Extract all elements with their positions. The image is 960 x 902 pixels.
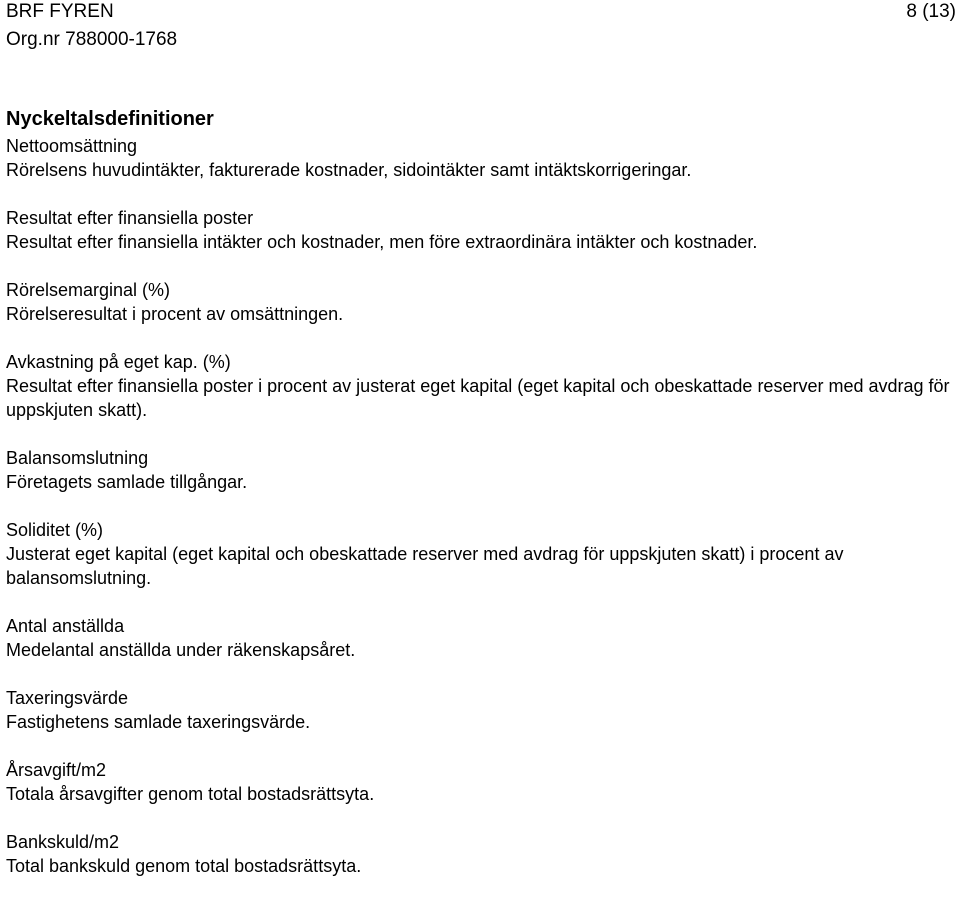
- page-header: [6, 0, 956, 56]
- definition-nettoomsattning: [6, 134, 958, 182]
- definition-avkastning-pa-eget-kapital: [6, 350, 958, 422]
- definition-description: Rörelsens huvudintäkter, fakturerade kostnader, sidointäkter samt intäktskorrigeringar.: [6, 160, 692, 180]
- definition-description: Justerat eget kapital (eget kapital och obeskattade reserver med avdrag för uppskjuten skatt) i procent av balansomslutning.: [6, 544, 844, 588]
- definition-soliditet: [6, 518, 958, 590]
- definition-term: Taxeringsvärde: [6, 688, 129, 708]
- definition-term: Rörelsemarginal (%): [6, 280, 171, 300]
- definition-list: [6, 134, 958, 902]
- definition-description: Resultat efter finansiella intäkter och kostnader, men före extraordinära intäkter och kostnader.: [6, 232, 758, 252]
- definition-description: Resultat efter finansiella poster i procent av justerat eget kapital (eget kapital och obeskattade reserver med avdrag för uppskjuten skatt).: [6, 376, 950, 420]
- definition-term: Nettoomsättning: [6, 136, 138, 156]
- definition-description: Total bankskuld genom total bostadsrättsyta.: [6, 856, 362, 876]
- definition-description: Rörelseresultat i procent av omsättningen.: [6, 304, 344, 324]
- definition-term: Resultat efter finansiella poster: [6, 208, 254, 228]
- definition-term: Årsavgift/m2: [6, 760, 107, 780]
- section-title: Nyckeltalsdefinitioner: [6, 108, 214, 130]
- definition-term: Avkastning på eget kap. (%): [6, 352, 231, 372]
- definition-term: Balansomslutning: [6, 448, 149, 468]
- definition-rorelsemarginal: [6, 278, 958, 326]
- definition-term: Soliditet (%): [6, 520, 104, 540]
- definition-description: Totala årsavgifter genom total bostadsrättsyta.: [6, 784, 375, 804]
- definition-term: Antal anställda: [6, 616, 125, 636]
- definition-description: Företagets samlade tillgångar.: [6, 472, 248, 492]
- organization-number: Org.nr 788000-1768: [6, 29, 178, 50]
- definition-bankskuld-per-m2: [6, 830, 958, 878]
- organization-name: BRF FYREN: [6, 1, 114, 22]
- definition-resultat-efter-finansiella-poster: [6, 206, 958, 254]
- definition-arsavgift-per-m2: [6, 758, 958, 806]
- definition-term: Bankskuld/m2: [6, 832, 120, 852]
- definition-balansomslutning: [6, 446, 958, 494]
- definition-antal-anstallda: [6, 614, 958, 662]
- definition-taxeringsvarde: [6, 686, 958, 734]
- definition-description: Fastighetens samlade taxeringsvärde.: [6, 712, 311, 732]
- definition-description: Medelantal anställda under räkenskapsåret.: [6, 640, 356, 660]
- page-number: 8 (13): [906, 1, 956, 22]
